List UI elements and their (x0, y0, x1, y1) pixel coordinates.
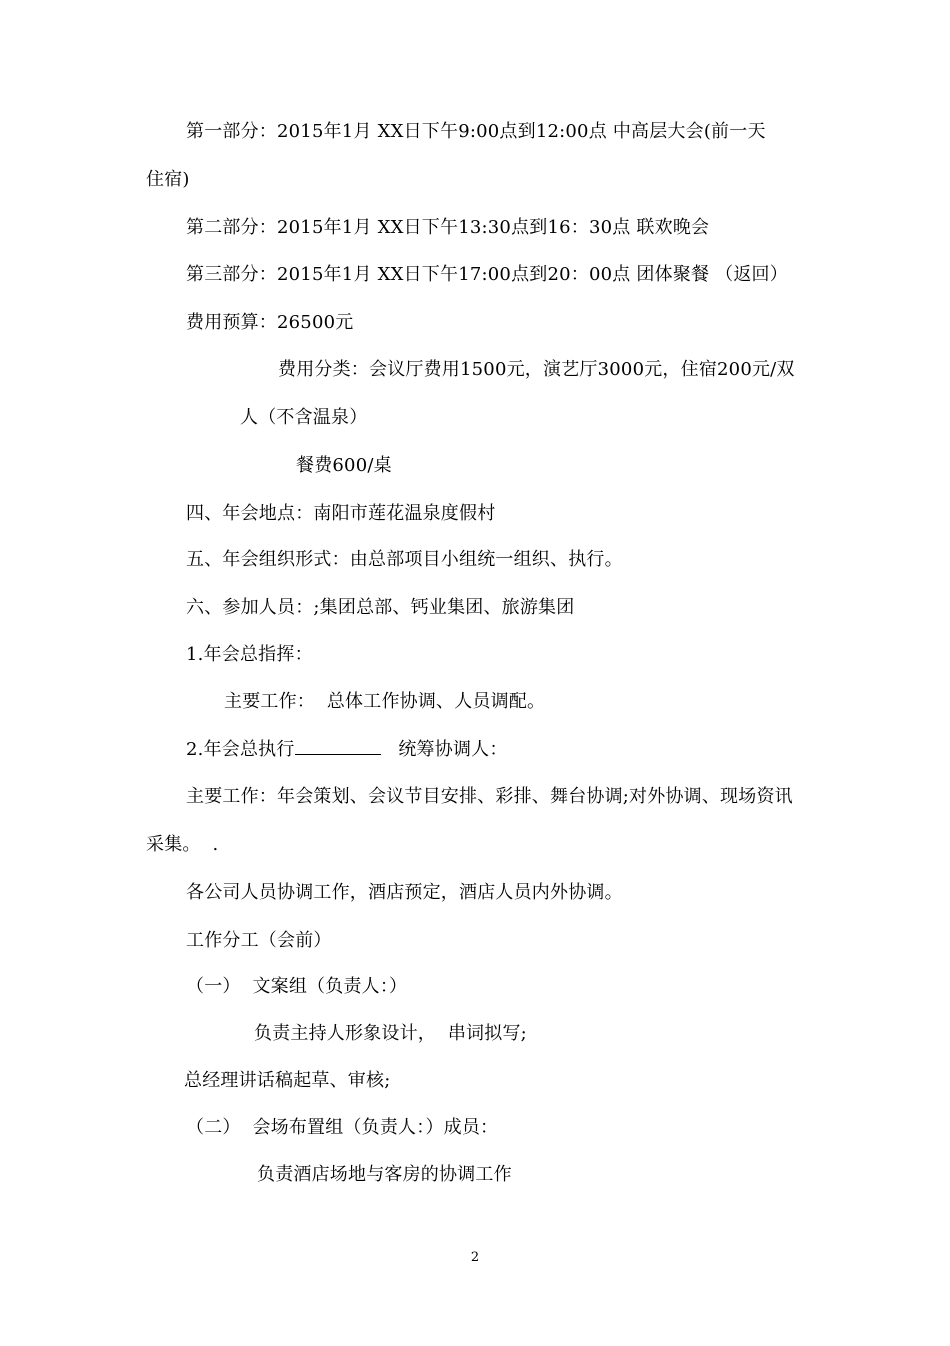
page-number: 2 (470, 1250, 480, 1265)
executive-label: 2.年会总执行 (186, 739, 295, 760)
meal-cost: 餐费600/桌 (296, 455, 392, 476)
executive-duties: 主要工作：年会策划、会议节目安排、彩排、舞台协调;对外协调、现场资讯 (186, 786, 793, 807)
budget-total: 费用预算：26500元 (186, 312, 354, 333)
speech-drafting-line: 总经理讲话稿起草、审核; (184, 1070, 391, 1091)
participants-line: 六、参加人员：;集团总部、钙业集团、旅游集团 (186, 597, 575, 618)
organization-form-line: 五、年会组织形式：由总部项目小组统一组织、执行。 (186, 549, 623, 570)
coordinator-label: 统筹协调人： (380, 739, 508, 760)
venue-setup-group-heading: （二） 会场布置组（负责人：）成员： (186, 1117, 499, 1138)
copywriting-duties: 负责主持人形象设计， 串词拟写; (254, 1023, 527, 1044)
executive-line (186, 738, 508, 762)
budget-categories: 费用分类：会议厅费用1500元，演艺厅3000元，住宿200元/双 (278, 359, 795, 380)
commander-duties: 主要工作： 总体工作协调、人员调配。 (224, 691, 546, 712)
work-division-heading: 工作分工（会前） (186, 930, 332, 951)
commander-heading: 1.年会总指挥： (186, 644, 313, 665)
schedule-part-three: 第三部分：2015年1月 XX日下午17:00点到20：00点 团体聚餐 （返回） (186, 264, 788, 285)
schedule-part-one-continued: 住宿) (146, 169, 190, 190)
venue-line: 四、年会地点：南阳市莲花温泉度假村 (186, 503, 496, 524)
copywriting-group-heading: （一） 文案组（负责人：） (186, 976, 408, 997)
executive-name-blank (295, 738, 381, 755)
schedule-part-one: 第一部分：2015年1月 XX日下午9:00点到12:00点 中高层大会(前一天 (186, 121, 766, 142)
budget-categories-continued: 人（不含温泉） (240, 407, 368, 428)
schedule-part-two: 第二部分：2015年1月 XX日下午13:30点到16：30点 联欢晚会 (186, 217, 710, 238)
venue-setup-duties: 负责酒店场地与客房的协调工作 (257, 1164, 512, 1185)
executive-duties-continued: 采集。 . (146, 834, 219, 855)
company-coordination-line: 各公司人员协调工作，酒店预定，酒店人员内外协调。 (186, 882, 623, 903)
